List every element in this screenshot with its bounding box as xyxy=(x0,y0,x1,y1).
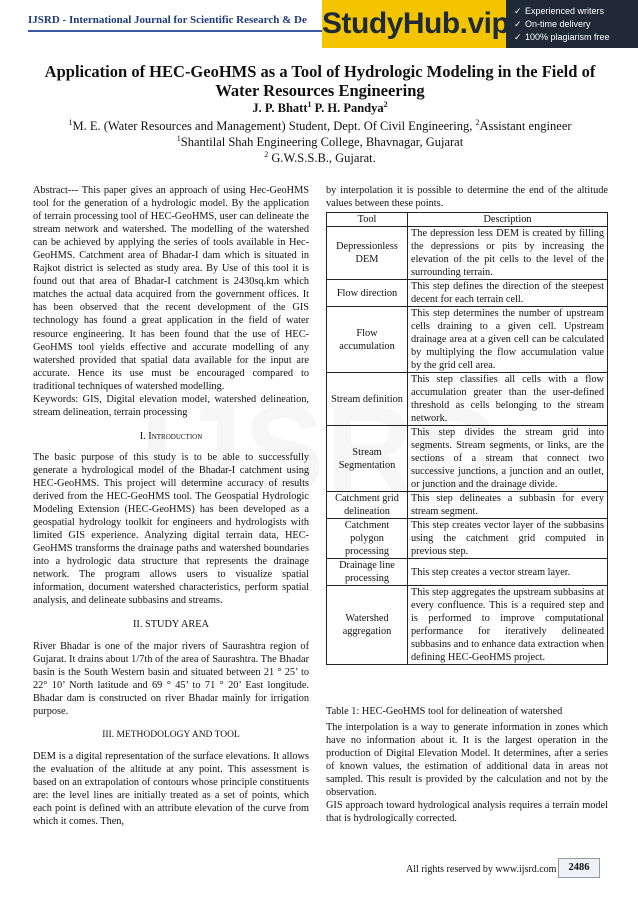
banner-item xyxy=(514,18,610,31)
tool-cell: Stream Segmentation xyxy=(327,426,408,492)
affiliation-text: Shantilal Shah Engineering College, Bhavnagar, Gujarat xyxy=(180,135,464,149)
description-cell: This step delineates a subbasin for every stream segment. xyxy=(408,492,608,519)
table-row xyxy=(327,227,608,280)
study-area-text: River Bhadar is one of the major rivers of Saurashtra region of Gujarat. It drains about 1/7th of the area of Saurashtra. The Bhadar basin is the South Western basin and situated between 21 ° 25’ to 22° 10’ North latitude and 69 ° 45’ to 71 ° 20’ East longitude. Bhadar dam is constructed on river Bhadar mainly for irrigation purpose. xyxy=(33,640,309,717)
tool-cell: Catchment polygon processing xyxy=(327,519,408,559)
description-cell: This step classifies all cells with a flow accumulation greater than the user-defined threshold as cells belonging to the stream network. xyxy=(408,373,608,426)
table-row xyxy=(327,280,608,307)
footer-rights: All rights reserved by www.ijsrd.com xyxy=(406,864,557,875)
tool-cell: Stream definition xyxy=(327,373,408,426)
check-icon: ✓ xyxy=(514,19,522,29)
section-title: Introduction xyxy=(148,430,203,442)
methodology-text: DEM is a digital representation of the surface elevations. It allows the evaluation of the altitude at any point. This assessment is based on an extrapolation of contours whose principle constituents are: the level lines are initially treated as a set of points, which each point is defined with an attribute elevation of the curve from which it comes. Then, xyxy=(33,750,309,828)
table-row xyxy=(327,426,608,492)
affiliation-superscript: 2 xyxy=(475,117,480,127)
introduction-text: The basic purpose of this study is to be able to successfully generate a hydrological model of the Bhadar-I catchment using HEC-GeoHMS. This project will determine accuracy of results derived from the HEC-GeoHMS tool. The Geospatial Hydrologic Modeling Extension (HEC-GeoHMS) has been developed as a geospatial hydrology toolkit for engineers and hydrologists with limited GIS experience. Analyzing digital terrain data, HEC-GeoHMS transforms the drainage paths and watershed boundaries into a hydrologic data structure that represents the drainage network. The program allows users to visualize spatial information, document watershed characteristics, perform spatial analysis, and delineate subbasins and streams. xyxy=(33,451,309,607)
left-column xyxy=(33,184,309,828)
tool-cell: Catchment grid delineation xyxy=(327,492,408,519)
abstract-label: Abstract--- xyxy=(33,185,79,196)
check-icon: ✓ xyxy=(514,6,522,16)
table-header-row xyxy=(327,213,608,227)
affiliation-text: M. E. (Water Resources and Management) Student, Dept. Of Civil Engineering, xyxy=(72,119,476,133)
affiliation-line xyxy=(20,134,620,150)
table-row xyxy=(327,307,608,373)
banner-item-label: 100% plagiarism free xyxy=(525,32,610,42)
tool-cell: Drainage line processing xyxy=(327,559,408,586)
gis-paragraph: GIS approach toward hydrological analysis requires a terrain model that is hydrologically corrected. xyxy=(326,800,608,825)
table-row xyxy=(327,492,608,519)
banner-benefits-list xyxy=(514,5,610,44)
right-column-body xyxy=(326,721,608,825)
abstract-text: This paper gives an approach of using Hec-GeoHMS tool for the generation of a hydrologic model. By the application of terrain processing tool of HEC-GeoHMS, user can delineate the stream network and watershed. The modelling of the watershed can be achieved by applying the series of tools available in Hec-GeoHMS. Catchment area of Bhadar-I dam which is situated in Rajkot district is selected as study area. By Use of this tool it is found out that area of Bhadar-I catchment is 2430sq.km which matches the actual data acquired from the government offices. It has been observed that the recent development of the GIS technology has found a great application in the field of water resource engineering. It has been found that the use of HEC-GeoHMS tool yields effective and accurate modelling of any watershed provided that spatial data available for the input are accurate. Hence its use must be encouraged compared to traditional techniques of watershed modelling. xyxy=(33,185,309,392)
table-row xyxy=(327,586,608,665)
description-cell: This step aggregates the upstream subbasins at every confluence. This is a required step and is performed to improve computational performance for iteratively delineated subbasins and to enhance data extraction when defining HEC-GeoHMS project. xyxy=(408,586,608,665)
affiliation-superscript: 1 xyxy=(68,117,73,127)
tool-cell: Watershed aggregation xyxy=(327,586,408,665)
authors xyxy=(40,101,600,116)
paper-title: Application of HEC-GeoHMS as a Tool of Hydrologic Modeling in the Field of Water Resources Engineering xyxy=(44,62,596,100)
table-row xyxy=(327,519,608,559)
studyhub-logo[interactable]: StudyHub.vip xyxy=(322,0,506,48)
tool-cell: Depressionless DEM xyxy=(327,227,408,280)
right-column-intro: by interpolation it is possible to determine the end of the altitude values between these points. xyxy=(326,185,608,210)
description-cell: The depression less DEM is created by filling the depressions or pits by increasing the elevation of the pit cells to the level of the surrounding terrain. xyxy=(408,227,608,280)
table-row xyxy=(327,373,608,426)
banner-item-label: On-time delivery xyxy=(525,19,591,29)
tool-table xyxy=(326,212,608,665)
studyhub-banner[interactable] xyxy=(322,0,638,48)
banner-item xyxy=(514,5,610,18)
tool-cell: Flow direction xyxy=(327,280,408,307)
interpolation-paragraph: The interpolation is a way to generate information in zones which have no information about it. It is the largest operation in the production of Digital Elevation Model. It determines, after a series of known values, the estimation of additional data in areas not sampled. This result is provided by the calculation and not by the observation. xyxy=(326,722,608,799)
table-header-description: Description xyxy=(408,213,608,227)
tool-cell: Flow accumulation xyxy=(327,307,408,373)
keywords: Keywords: GIS, Digital elevation model, watershed delineation, stream delineation, terrain processing xyxy=(33,393,309,418)
author-name: P. H. Pandya xyxy=(314,101,384,115)
affiliation-line xyxy=(20,118,620,134)
table-caption: Table 1: HEC-GeoHMS tool for delineation of watershed xyxy=(326,706,563,717)
banner-item-label: Experienced writers xyxy=(525,6,605,16)
affiliation-text: Assistant engineer xyxy=(479,119,572,133)
author-superscript: 2 xyxy=(383,99,388,109)
affiliation-line xyxy=(20,150,620,166)
journal-header: IJSRD - International Journal for Scientific Research & De xyxy=(28,14,307,26)
description-cell: This step creates vector layer of the subbasins using the catchment grid computed in previous step. xyxy=(408,519,608,559)
affiliation-superscript: 1 xyxy=(176,133,181,143)
affiliation-superscript: 2 xyxy=(264,149,269,159)
table-header-tool: Tool xyxy=(327,213,408,227)
description-cell: This step divides the stream grid into segments. Stream segments, or links, are the sections of a stream that connect two successive junctions, a junction and an outlet, or junction and the drainage divide. xyxy=(408,426,608,492)
description-cell: This step creates a vector stream layer. xyxy=(408,559,608,586)
section-number: I. xyxy=(139,430,146,442)
check-icon: ✓ xyxy=(514,32,522,42)
abstract xyxy=(33,184,309,393)
table-row xyxy=(327,559,608,586)
description-cell: This step determines the number of upstream cells draining to a given cell. Upstream drainage area at a given cell can be calculated by multiplying the flow accumulation value by the grid cell area. xyxy=(408,307,608,373)
description-cell: This step defines the direction of the steepest decent for each terrain cell. xyxy=(408,280,608,307)
banner-item xyxy=(514,31,610,44)
section-heading-introduction xyxy=(33,430,309,443)
section-heading-methodology: III. METHODOLOGY AND TOOL xyxy=(102,729,240,740)
affiliation-text: G.W.S.S.B., Gujarat. xyxy=(268,151,376,165)
page-number: 2486 xyxy=(558,858,600,878)
author-superscript: 1 xyxy=(307,99,312,109)
author-name: J. P. Bhatt xyxy=(252,101,308,115)
section-heading-study-area: II. STUDY AREA xyxy=(133,619,209,631)
